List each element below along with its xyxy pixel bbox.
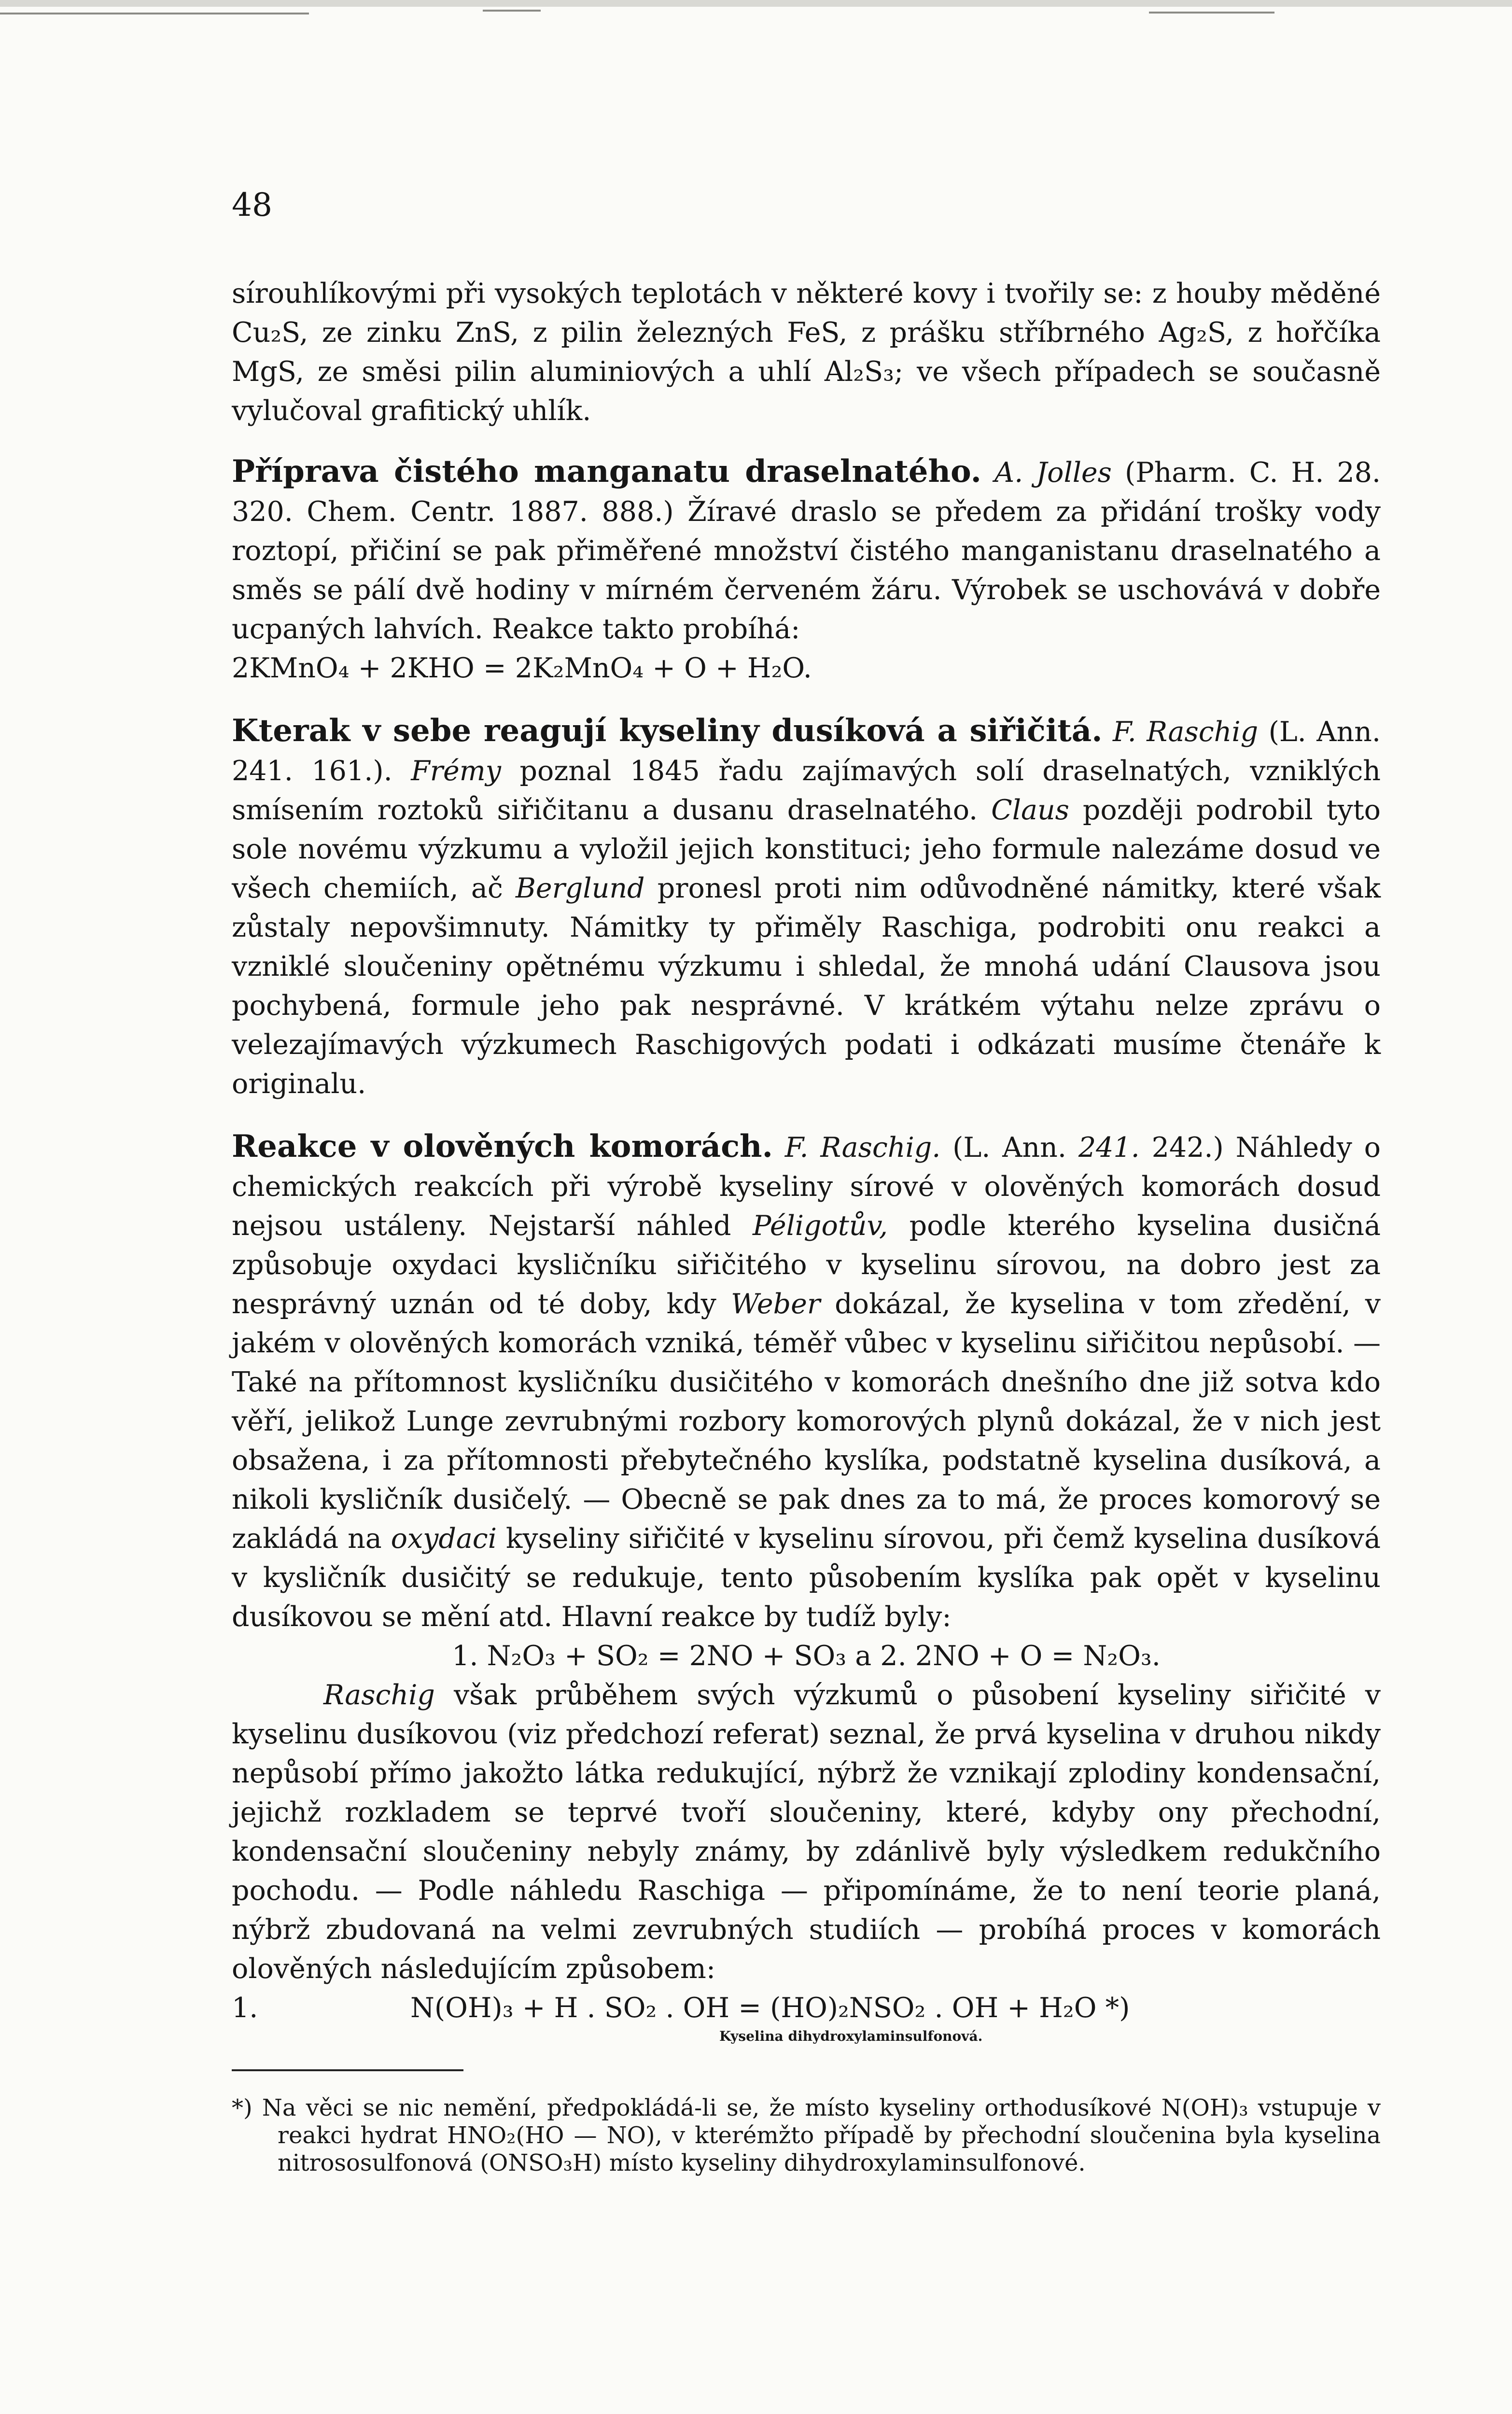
author-name: A. Jolles	[994, 457, 1112, 489]
citation: (L. Ann.	[952, 1132, 1066, 1164]
section-body: pronesl proti nim odůvodněné námitky, které však zůstaly nepovšimnuty. Námitky ty přiměly Raschiga, podrobiti onu reakci a vzniklé sloučeniny opětnému výzkumu i shledal, že mnohá udání Clausova jsou pochybená, formule jeho pak nesprávné. V krátkém výtahu nelze zprávu o velezajímavých výzkumech Raschigových podati i odkázati musíme čtenáře k originalu.	[232, 872, 1381, 1100]
reaction-equation: N(OH)₃ + H . SO₂ . OH = (HO)₂NSO₂ . OH + H₂O *)	[410, 1992, 1130, 2024]
citation: 242.)	[1151, 1132, 1224, 1164]
author-name: Frémy	[411, 755, 501, 787]
author-name: Raschig	[323, 1679, 435, 1711]
section-body: později podrobil tyto sole novému výzkumu a vyložil jejich konstituci; jeho formule nalezáme dosud ve všech chemiích, ač	[232, 794, 1381, 904]
page-number: 48	[232, 186, 272, 224]
scan-mark	[483, 10, 541, 12]
section-body: dokázal, že kyselina v tom zředění, v jakém v olověných komorách vzniká, téměř vůbec v kyselinu siřičitou nepůsobí. — Také na přítomnost kysličníku dusičitého v komorách dnešního dne již sotva kdo věří, jelikož Lunge zevrubnými rozbory komorových plynů dokázal, že v nich jest obsažena, i za přítomnosti přebytečného kyslíka, podstatně kyselina dusíková, a nikoli kysličník dusičelý. — Obecně se pak dnes za to má, že proces komorový se zakládá na	[232, 1288, 1381, 1555]
article-raschig-acids	[232, 711, 1381, 1104]
footnote-rule	[232, 2069, 463, 2071]
raschig-paragraph	[232, 1676, 1381, 1989]
author-name: Weber	[730, 1288, 821, 1320]
citation: (L. Ann. 241. 161.).	[232, 716, 1381, 787]
text-column	[232, 274, 1381, 2177]
author-name: Berglund	[516, 872, 645, 904]
scan-edge	[0, 0, 1512, 7]
section-body: Náhledy o chemických reakcích při výrobě kyseliny sírové v olověných komorách dosud nejsou ustáleny. Nejstarší náhled	[232, 1132, 1381, 1242]
scan-mark	[1149, 12, 1274, 14]
section-heading: Kterak v sebe reagují kyseliny dusíková a siřičitá.	[232, 713, 1103, 749]
reaction-equation: 2KMnO₄ + 2KHO = 2K₂MnO₄ + O + H₂O.	[232, 652, 812, 684]
author-name: Claus	[991, 794, 1069, 826]
term-emphasis: oxydaci	[391, 1523, 497, 1555]
article-jolles	[232, 452, 1381, 688]
scan-mark	[0, 13, 309, 14]
author-name: Péligotův,	[753, 1210, 888, 1242]
section-body: však průběhem svých výzkumů o působení kyseliny siřičité v kyselinu dusíkovou (viz předchozí referat) seznal, že prvá kyselina v druhou nikdy nepůsobí přímo jakožto látka redukující, nýbrž že vznikají zplodiny kondensační, jejichž rozkladem se teprvé tvoří sloučeniny, které, kdyby ony přechodní, kondensační sloučeniny nebyly známy, by zdánlivě byly výsledkem redukčního pochodu. — Podle náhledu Raschiga — připomínáme, že to není teorie planá, nýbrž zbudovaná na velmi zevrubných studiích — probíhá proces v komorách olověných následujícím způsobem:	[232, 1679, 1381, 1985]
section-body: poznal 1845 řadu zajímavých solí draselnatých, vzniklých smísením roztoků siřičitanu a dusanu draselnatého.	[232, 755, 1381, 826]
compound-label: Kyselina dihydroxylaminsulfonová.	[719, 2028, 983, 2044]
author-name: F. Raschig.	[784, 1132, 941, 1164]
main-reactions-equation: 1. N₂O₃ + SO₂ = 2NO + SO₃ a 2. 2NO + O = N₂O₃.	[452, 1640, 1161, 1672]
section-body: (Pharm. C. H. 28. 320. Chem. Centr. 1887. 888.) Žíravé draslo se předem za přidání trošky vody roztopí, přičiní se pak přiměřené množství čistého manganistanu draselnatého a směs se pálí dvě hodiny v mírném červeném žáru. Výrobek se uschovává v dobře ucpaných lahvích. Reakce takto probíhá:	[232, 457, 1381, 645]
section-heading: Příprava čistého manganatu draselnatého.	[232, 453, 981, 490]
intro-paragraph: sírouhlíkovými při vysokých teplotách v některé kovy i tvořily se: z houby měděné Cu₂S, ze zinku ZnS, z pilin železných FeS, z prášku stříbrného Ag₂S, z hořčíka MgS, ze směsi pilin aluminiových a uhlí Al₂S₃; ve všech případech se současně vylučoval grafitický uhlík.	[232, 278, 1381, 427]
section-heading: Reakce v olověných komorách.	[232, 1128, 773, 1165]
footnote: *) Na věci se nic nemění, předpokládá-li se, že místo kyseliny orthodusíkové N(OH)₃ vstupuje v reakci hydrat HNO₂(HO — NO), v kterémžto případě by přechodní sloučenina byla kyselina nitrososulfonová (ONSO₃H) místo kyseliny dihydroxylaminsulfonové.	[232, 2094, 1381, 2176]
author-name: F. Raschig	[1112, 716, 1259, 748]
equation-number: 1.	[232, 1992, 258, 2024]
section-body: podle kterého kyselina dusičná způsobuje oxydaci kysličníku siřičitého v kyselinu sírovou, na dobro jest za nesprávný uznán od té doby, kdy	[232, 1210, 1381, 1320]
article-lead-chambers	[232, 1127, 1381, 1637]
reaction-equation-row	[232, 1989, 1381, 2028]
section-body: kyseliny siřičité v kyselinu sírovou, při čemž kyselina dusíková v kysličník dusičitý se redukuje, tento působením kyslíka pak opět v kyselinu dusíkovou se mění atd. Hlavní reakce by tudíž byly:	[232, 1523, 1381, 1633]
citation-volume: 241.	[1078, 1132, 1140, 1164]
